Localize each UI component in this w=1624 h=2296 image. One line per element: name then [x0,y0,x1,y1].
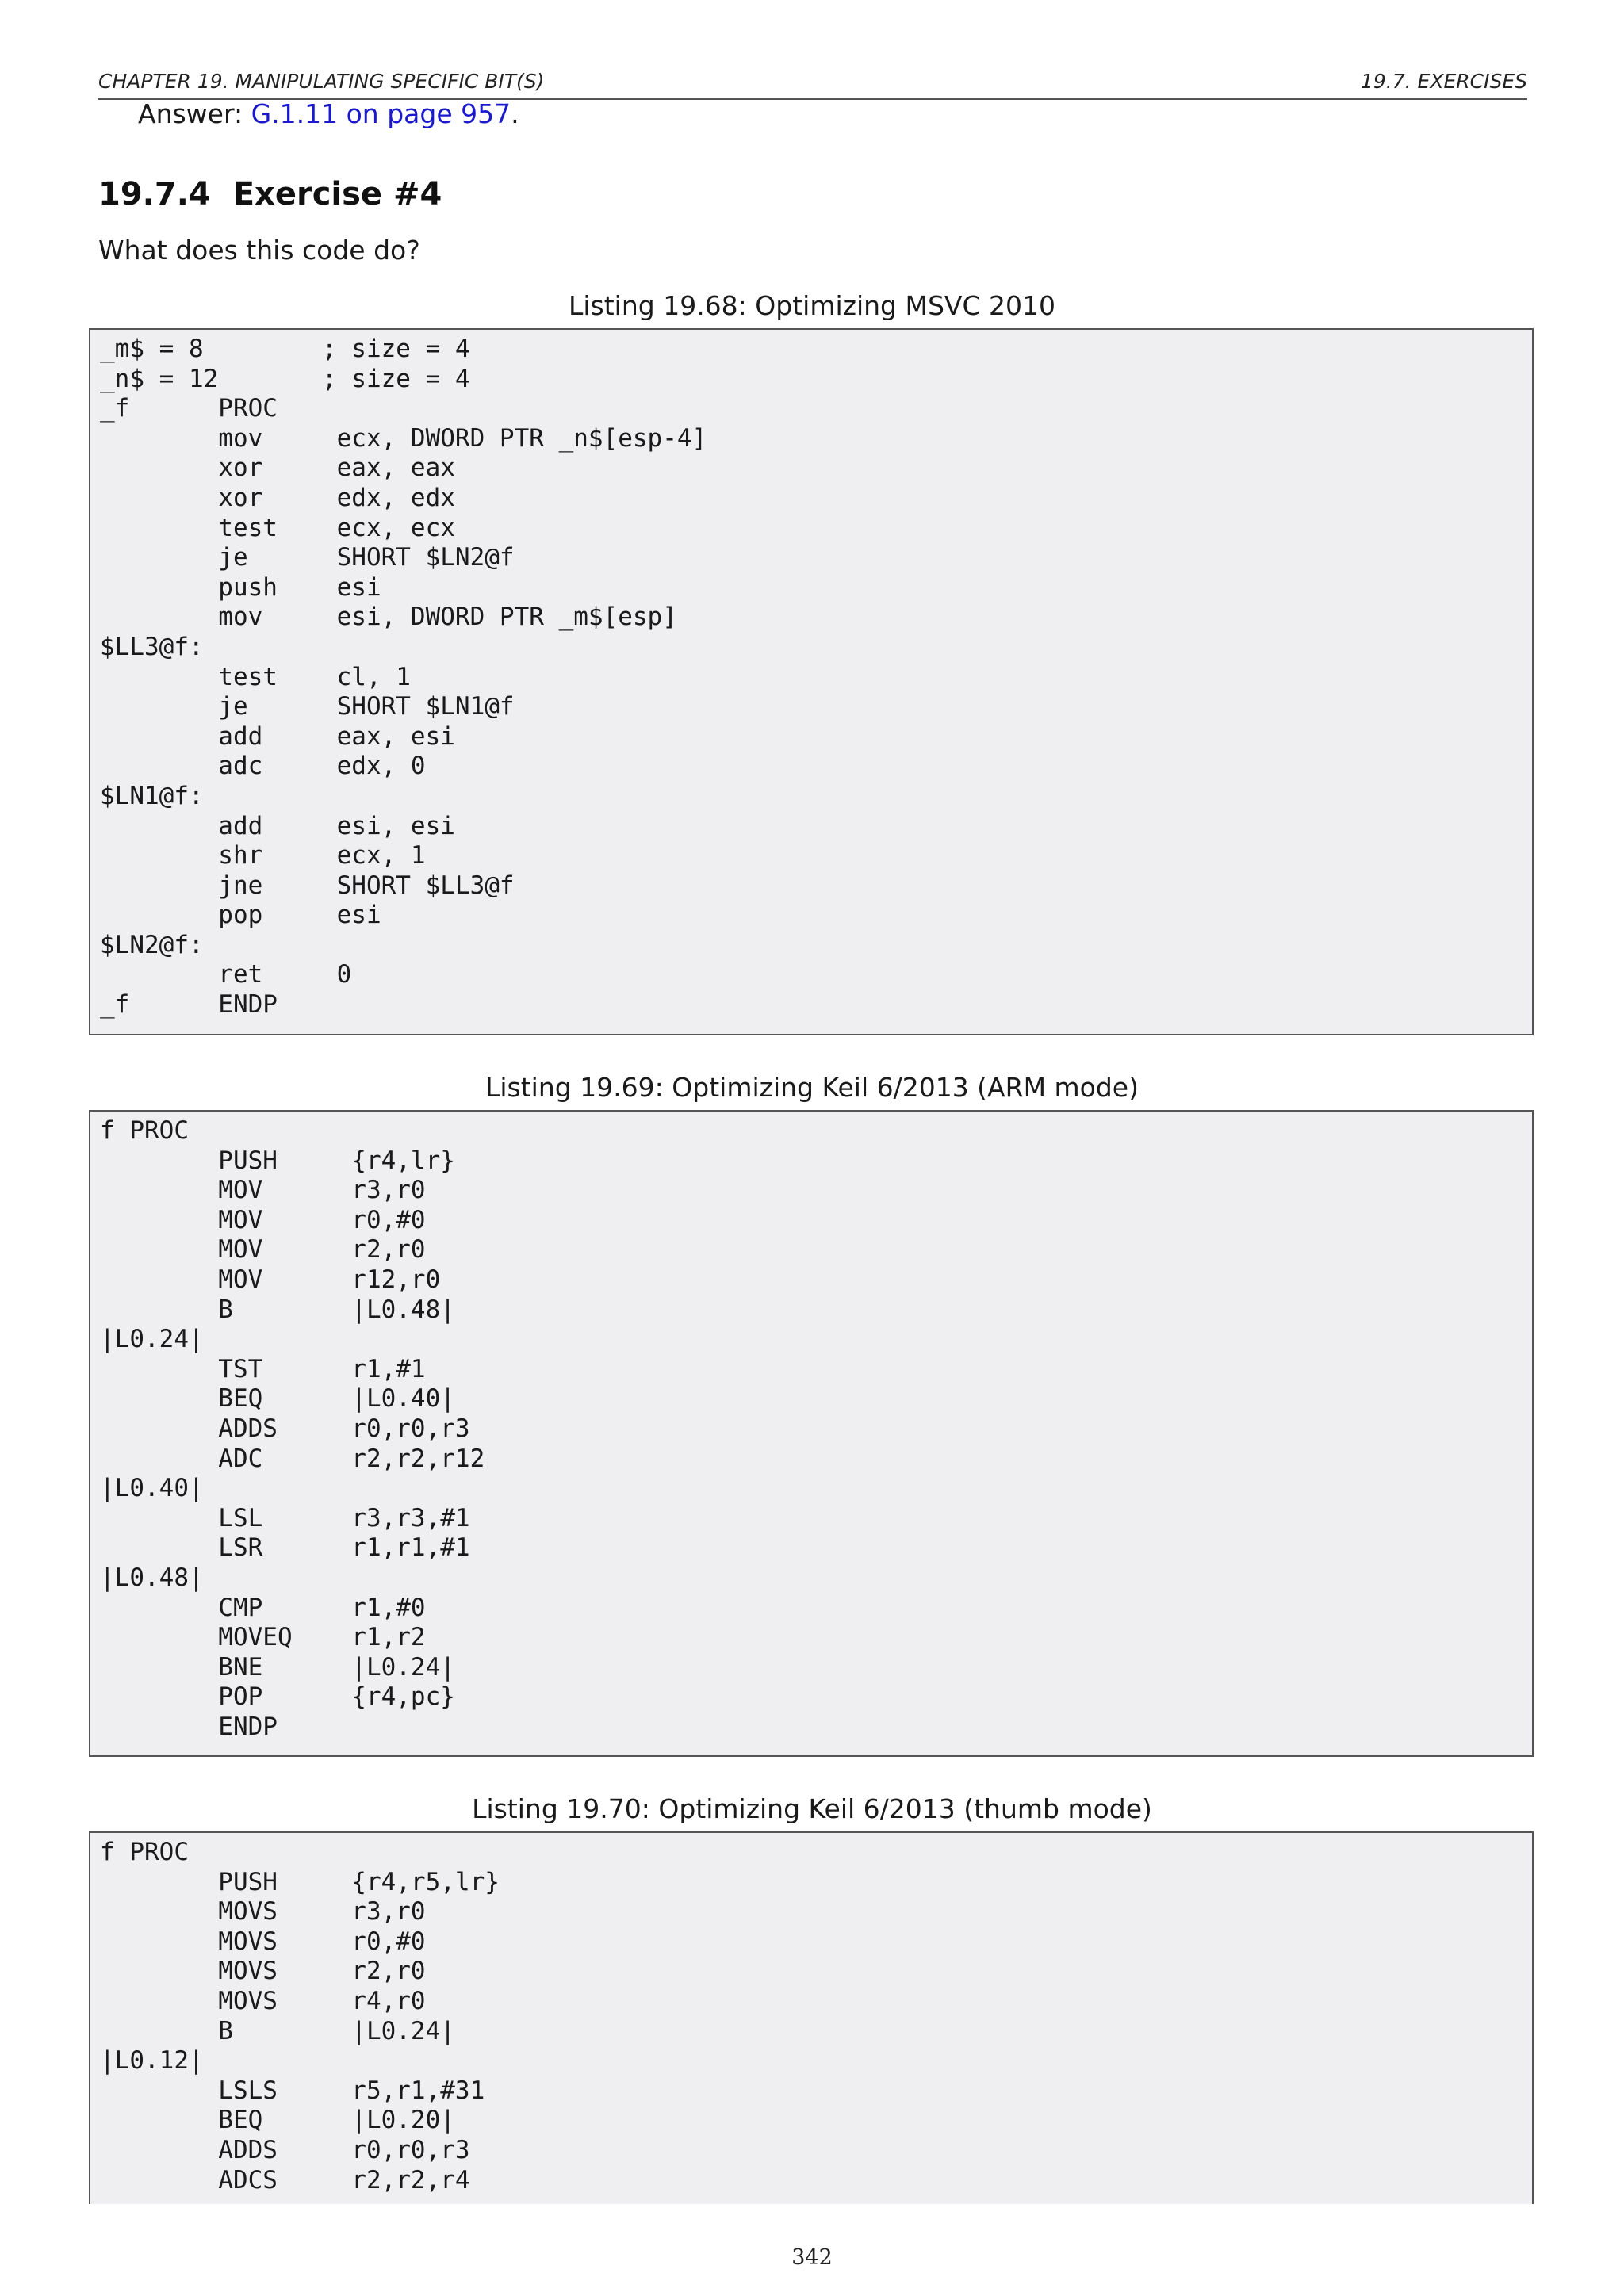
code-line: test cl, 1 [100,662,411,691]
code-line: pop esi [100,901,381,930]
listing-caption-1969: Listing 19.69: Optimizing Keil 6/2013 (ARM mode) [485,1072,1139,1103]
code-line: LSLS r5,r1,#31 [100,2076,485,2105]
code-line: add eax, esi [100,721,455,751]
page-number: 342 [791,2245,833,2270]
code-line: BEQ |L0.20| [100,2106,455,2135]
code-line: ret 0 [100,960,352,989]
running-head [98,68,1527,100]
code-line: shr ecx, 1 [100,841,426,871]
code-line: MOVS r4,r0 [100,1986,426,2015]
section-title: Exercise #4 [232,176,442,212]
code-line: MOVS r0,#0 [100,1927,426,1956]
section-reference: 19.7. EXERCISES [1360,70,1527,93]
section-heading [98,176,442,212]
code-line: MOV r12,r0 [100,1265,441,1294]
answer-line [138,98,519,129]
code-line: MOV r3,r0 [100,1176,426,1205]
code-line: xor edx, edx [100,483,455,512]
code-line: ADDS r0,r0,r3 [100,2135,470,2164]
code-line: |L0.24| [100,1325,204,1354]
code-line: jne SHORT $LL3@f [100,871,515,900]
code-listing-1968 [89,328,1534,1035]
code-line: adc edx, 0 [100,752,426,781]
code-line: PUSH {r4,r5,lr} [100,1867,500,1896]
code-line: ADCS r2,r2,r4 [100,2165,470,2195]
code-line: $LL3@f: [100,632,204,661]
answer-prefix: Answer: [138,98,251,129]
code-line: _m$ = 8 ; size = 4 [100,335,470,363]
code-line: BEQ |L0.40| [100,1384,455,1414]
code-line: BNE |L0.24| [100,1652,455,1682]
code-line: je SHORT $LN2@f [100,543,515,572]
code-line: xor eax, eax [100,453,455,483]
code-line: |L0.40| [100,1474,204,1503]
code-line: MOVEQ r1,r2 [100,1623,426,1652]
code-line: add esi, esi [100,811,455,840]
code-line: _f ENDP [100,990,278,1020]
code-line: _n$ = 12 ; size = 4 [100,364,470,393]
code-line: _f PROC [100,394,278,423]
code-listing-1969 [89,1110,1534,1757]
answer-suffix: . [511,98,519,129]
code-line: ADDS r0,r0,r3 [100,1414,470,1443]
code-line: MOV r0,#0 [100,1205,426,1234]
listing-caption-1968: Listing 19.68: Optimizing MSVC 2010 [569,290,1055,321]
code-line: PUSH {r4,lr} [100,1146,455,1175]
code-line: MOVS r3,r0 [100,1897,426,1927]
code-line: |L0.12| [100,2046,204,2076]
code-line: f PROC [100,1838,189,1866]
code-line: |L0.48| [100,1563,204,1592]
code-line: $LN1@f: [100,781,204,810]
code-line: ENDP [100,1712,278,1741]
section-number: 19.7.4 [98,176,211,212]
code-line: je SHORT $LN1@f [100,692,515,721]
code-line: f PROC [100,1116,189,1145]
code-line: B |L0.24| [100,2016,455,2045]
code-listing-1970 [89,1831,1534,2204]
chapter-title: CHAPTER 19. MANIPULATING SPECIFIC BIT(S) [98,70,545,93]
code-line: ADC r2,r2,r12 [100,1444,485,1473]
code-line: test ecx, ecx [100,513,455,542]
listing-caption-1970: Listing 19.70: Optimizing Keil 6/2013 (thumb mode) [472,1793,1152,1824]
code-line: $LN2@f: [100,930,204,959]
code-line: CMP r1,#0 [100,1593,426,1622]
code-line: mov ecx, DWORD PTR _n$[esp-4] [100,423,707,453]
code-line: LSL r3,r3,#1 [100,1503,470,1533]
code-line: TST r1,#1 [100,1354,426,1383]
code-line: MOVS r2,r0 [100,1957,426,1986]
code-line: POP {r4,pc} [100,1682,455,1712]
answer-link[interactable]: G.1.11 on page 957 [251,98,511,129]
code-line: B |L0.48| [100,1295,455,1324]
code-line: LSR r1,r1,#1 [100,1533,470,1563]
code-line: mov esi, DWORD PTR _m$[esp] [100,603,677,632]
question-text: What does this code do? [98,235,420,266]
code-line: push esi [100,572,381,602]
code-line: MOV r2,r0 [100,1235,426,1265]
